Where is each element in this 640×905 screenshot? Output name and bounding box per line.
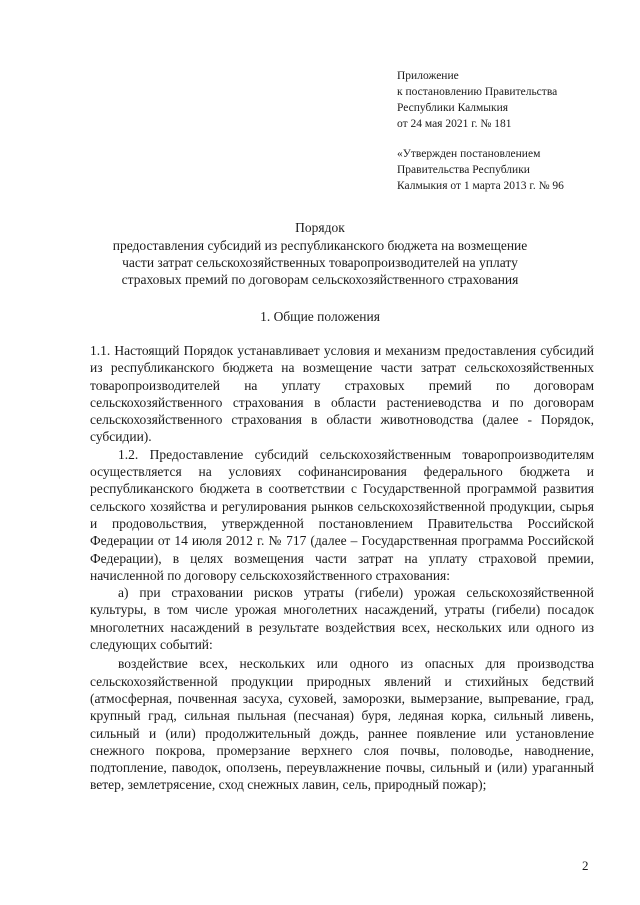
approval-line: Калмыкия от 1 марта 2013 г. № 96 <box>397 180 564 192</box>
paragraph-events: воздействие всех, нескольких или одного из опасных для производства сельскохозяйственной продукции природных явлений и стихийных бедствий (атмосферная, почвенная засуха, суховей, заморозки, вымерзание, выпревание, град, крупный град, сильная пыльная (песчаная) буря, ледяная корка, сильный ливень, сильный и (или) продолжительный дождь, раннее появление или установление снежного покрова, промерзание верхнего слоя почвы, половодье, наводнение, подтопление, паводок, оползень, переувлажнение почвы, сильный и (или) ураганный ветер, землетрясение, сход снежных лавин, сель, природный пожар); <box>90 656 594 793</box>
appendix-header <box>397 68 617 132</box>
paragraph-1-2: 1.2. Предоставление субсидий сельскохозяйственным товаропроизводителям осуществляется на условиях софинансирования федерального бюджета и республиканского бюджета в соответствии с Государственной программой развития сельского хозяйства и регулирования рынков сельскохозяйственной продукции, сырья и продовольствия, утвержденной постановлением Правительства Российской Федерации от 14 июля 2012 г. № 717 (далее – Государственная программа Российской Федерации), в целях возмещения части затрат на уплату страховой премии, начисленной по договору сельскохозяйственного страхования: <box>90 446 594 583</box>
paragraph-1-1: 1.1. Настоящий Порядок устанавливает условия и механизм предоставления субсидий из республиканского бюджета на возмещение части затрат сельскохозяйственных товаропроизводителей на уплату страховых премий по договорам сельскохозяйственного страхования в области растениеводства и по договорам сельскохозяйственного страхования в области животноводства (далее - Порядок, субсидии). <box>90 343 594 445</box>
document-body <box>90 342 594 794</box>
appendix-line: к постановлению Правительства <box>397 86 558 98</box>
appendix-line: Приложение <box>397 70 459 82</box>
approval-line: «Утвержден постановлением <box>397 148 541 160</box>
paragraph-item-a: а) при страховании рисков утраты (гибели) урожая сельскохозяйственной культуры, в том числе урожая многолетних насаждений, утраты (гибели) посадок многолетних насаждений в результате воздействия всех, нескольких или одного из следующих событий: <box>90 585 594 653</box>
section-title: 1. Общие положения <box>260 309 380 324</box>
title-line: предоставления субсидий из республиканского бюджета на возмещение <box>112 238 528 253</box>
title-line: страховых премий по договорам сельскохозяйственного страхования <box>121 272 519 287</box>
approval-note <box>397 146 617 194</box>
appendix-line: Республики Калмыкия <box>397 102 509 114</box>
title-line: части затрат сельскохозяйственных товаропроизводителей на уплату <box>122 255 518 270</box>
approval-line: Правительства Республики <box>397 164 530 176</box>
page-number: 2 <box>582 858 589 873</box>
appendix-line: от 24 мая 2021 г. № 181 <box>397 118 512 130</box>
document-title <box>80 219 560 288</box>
title-heading: Порядок <box>295 220 345 235</box>
